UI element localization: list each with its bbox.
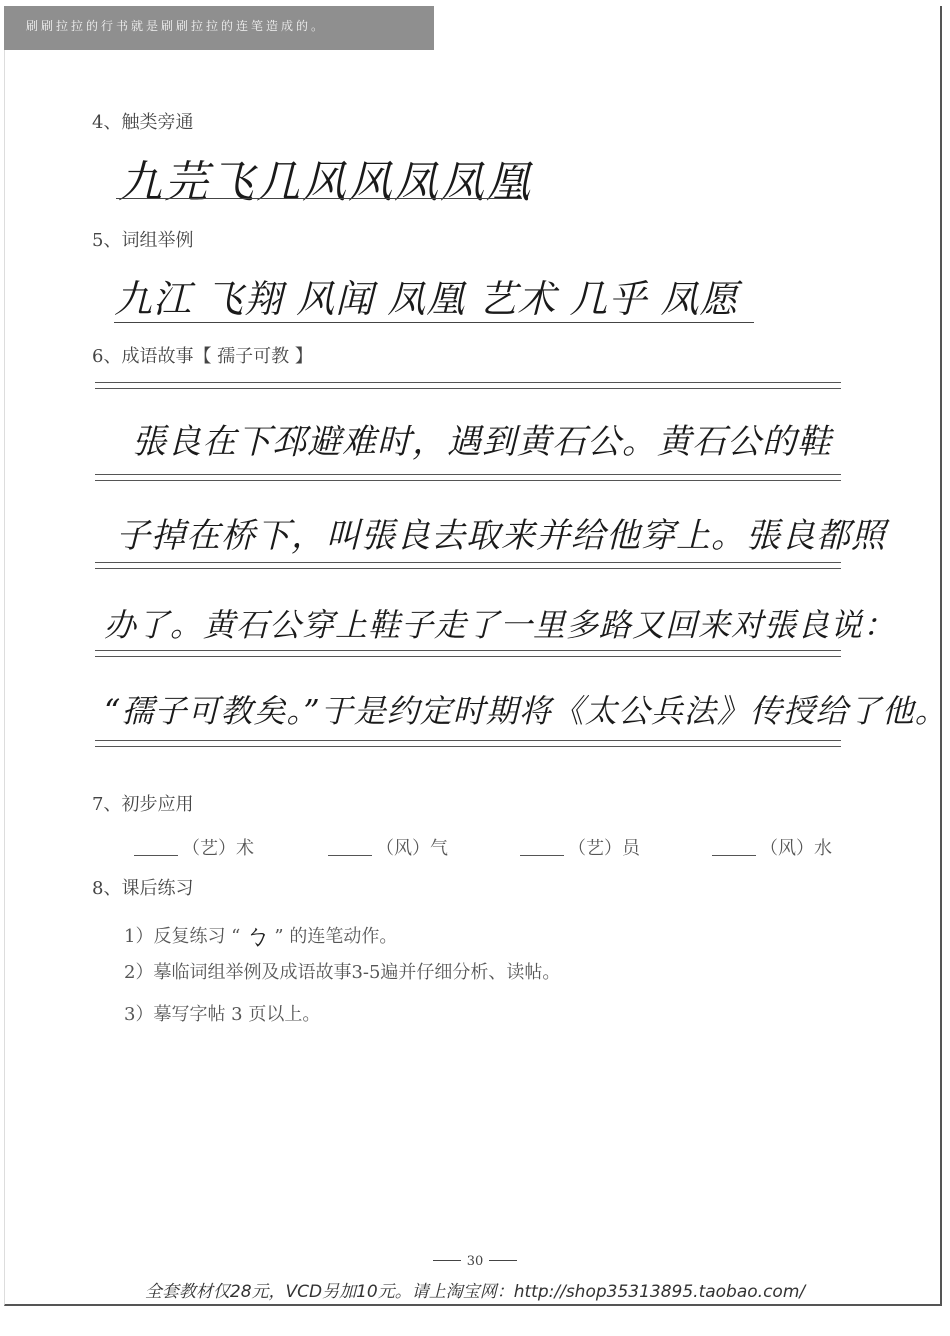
- page-number: 30: [0, 1254, 950, 1269]
- fill-item-4: （风）水: [712, 834, 832, 860]
- story-rule-4: [95, 650, 841, 657]
- story-rule-3: [95, 562, 841, 569]
- footer-advertisement: 全套教材仅28元，VCD另加10元。请上淘宝网：http://shop35313895.taobao.com/: [144, 1282, 806, 1302]
- section-8-heading: 8、课后练习: [92, 878, 194, 899]
- story-line-4: “孺子可教矣。”于是约定时期将《太公兵法》传授给了他。: [104, 692, 948, 730]
- section-4-underline: [116, 198, 522, 199]
- story-rule-1: [95, 382, 841, 389]
- story-rule-2: [95, 474, 841, 481]
- exercise-2: 2）摹临词组举例及成语故事3-5遍并仔细分析、读帖。: [124, 962, 561, 983]
- fill-item-1: （艺）术: [134, 834, 254, 860]
- story-rule-5: [95, 740, 841, 747]
- fill-blank[interactable]: [712, 855, 756, 856]
- story-line-1: 張良在下邳避难时，遇到黄石公。黄石公的鞋: [132, 422, 832, 462]
- section-5-underline: [114, 322, 754, 323]
- fill-item-2: （风）气: [328, 834, 448, 860]
- fill-item-3: （艺）员: [520, 834, 640, 860]
- fill-blank[interactable]: [328, 855, 372, 856]
- story-line-2: 子掉在桥下，叫張良去取来并给他穿上。張良都照: [116, 516, 886, 556]
- section-6-heading: 6、成语故事【 孺子可教 】: [92, 346, 313, 367]
- exercise-3: 3）摹写字帖 3 页以上。: [124, 1004, 321, 1025]
- story-line-3: 办了。黄石公穿上鞋子走了一里多路又回来对張良说：: [104, 606, 897, 644]
- section-7-heading: 7、初步应用: [92, 794, 194, 815]
- section-5-handwriting: 九江 飞翔 风闻 凤凰 艺术 几乎 凤愿: [114, 277, 739, 321]
- section-4-handwriting: 九芫飞几风风凤凤凰: [118, 157, 532, 208]
- exercise-1: 1）反复练习 “ ㄅ ” 的连笔动作。: [124, 922, 398, 952]
- fill-blank[interactable]: [134, 855, 178, 856]
- stroke-glyph: ㄅ: [244, 922, 271, 952]
- top-banner: 刷刷拉拉的行书就是刷刷拉拉的连笔造成的。: [4, 6, 434, 50]
- section-5-heading: 5、词组举例: [92, 230, 194, 251]
- fill-blank[interactable]: [520, 855, 564, 856]
- section-4-heading: 4、触类旁通: [92, 112, 194, 133]
